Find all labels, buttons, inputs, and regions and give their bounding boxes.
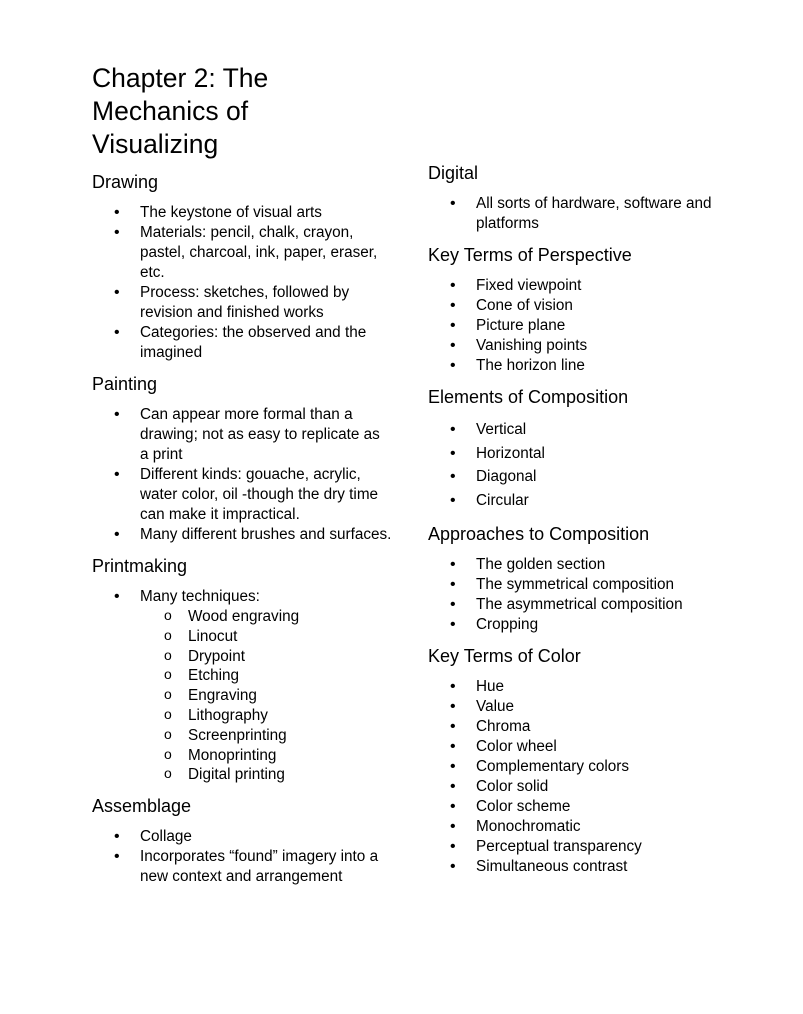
sub-list-item: o Linocut: [140, 627, 392, 647]
list-item: • The horizon line: [428, 356, 748, 376]
approaches-composition-list: [428, 555, 748, 635]
sub-list-item: o Engraving: [140, 686, 392, 706]
list-item: • All sorts of hardware, software and platforms: [428, 194, 748, 234]
digital-list: [428, 194, 748, 234]
list-item: • Different kinds: gouache, acrylic, water color, oil -though the dry time can make it impractical.: [92, 465, 392, 525]
list-item: • Fixed viewpoint: [428, 276, 748, 296]
list-item: • Collage: [92, 827, 392, 847]
list-item: • Color wheel: [428, 737, 748, 757]
left-column: [92, 62, 392, 897]
sub-list-item: o Monoprinting: [140, 746, 392, 766]
list-item: • The symmetrical composition: [428, 575, 748, 595]
list-item: • Chroma: [428, 717, 748, 737]
list-item: • Incorporates “found” imagery into a new context and arrangement: [92, 847, 392, 887]
list-item: • Vanishing points: [428, 336, 748, 356]
list-item: • The asymmetrical composition: [428, 595, 748, 615]
section-heading-perspective: Key Terms of Perspective: [428, 245, 632, 265]
list-item: • Perceptual transparency: [428, 837, 748, 857]
list-item: • Color solid: [428, 777, 748, 797]
section-heading-painting: Painting: [92, 374, 158, 394]
list-item-text: Many techniques:: [140, 588, 260, 605]
drawing-list: [92, 203, 392, 363]
sub-list-item: o Digital printing: [140, 765, 392, 785]
list-item: • Categories: the observed and the imagined: [92, 323, 392, 363]
list-item: [92, 587, 392, 785]
section-heading-elements-composition: Elements of Composition: [428, 387, 629, 407]
sub-list-item: o Screenprinting: [140, 726, 392, 746]
list-item: • Diagonal: [428, 465, 748, 489]
list-item: • Many different brushes and surfaces.: [92, 525, 392, 545]
list-item: • Horizontal: [428, 442, 748, 466]
sub-list-item: o Etching: [140, 666, 392, 686]
list-item: • Cropping: [428, 615, 748, 635]
list-item: • The keystone of visual arts: [92, 203, 392, 223]
list-item: • Materials: pencil, chalk, crayon, pastel, charcoal, ink, paper, eraser, etc.: [92, 223, 392, 283]
list-item: • Cone of vision: [428, 296, 748, 316]
section-heading-approaches-composition: Approaches to Composition: [428, 523, 650, 544]
list-item: • Circular: [428, 489, 748, 513]
right-column: [428, 162, 748, 887]
list-item: • Vertical: [428, 418, 748, 442]
list-item: • Color scheme: [428, 797, 748, 817]
sub-list-item: o Wood engraving: [140, 607, 392, 627]
list-item: • Hue: [428, 677, 748, 697]
elements-composition-list: [428, 418, 748, 513]
page-title: Chapter 2: The Mechanics of Visualizing: [92, 63, 269, 159]
list-item: • Process: sketches, followed by revision and finished works: [92, 283, 392, 323]
color-terms-list: [428, 677, 748, 877]
sub-list-item: o Lithography: [140, 706, 392, 726]
list-item: • Picture plane: [428, 316, 748, 336]
list-item: • Complementary colors: [428, 757, 748, 777]
printmaking-list: [92, 587, 392, 785]
techniques-sublist: [140, 607, 392, 785]
list-item: • Simultaneous contrast: [428, 857, 748, 877]
section-heading-color: Key Terms of Color: [428, 645, 581, 666]
section-heading-printmaking: Printmaking: [92, 556, 188, 576]
list-item: • Monochromatic: [428, 817, 748, 837]
assemblage-list: [92, 827, 392, 887]
section-heading-drawing: Drawing: [92, 172, 159, 192]
perspective-list: [428, 276, 748, 376]
section-heading-digital: Digital: [428, 163, 479, 183]
section-heading-assemblage: Assemblage: [92, 796, 192, 817]
list-item: • Value: [428, 697, 748, 717]
list-item: • Can appear more formal than a drawing; not as easy to replicate as a print: [92, 405, 392, 465]
sub-list-item: o Drypoint: [140, 647, 392, 667]
list-item: • The golden section: [428, 555, 748, 575]
painting-list: [92, 405, 392, 545]
